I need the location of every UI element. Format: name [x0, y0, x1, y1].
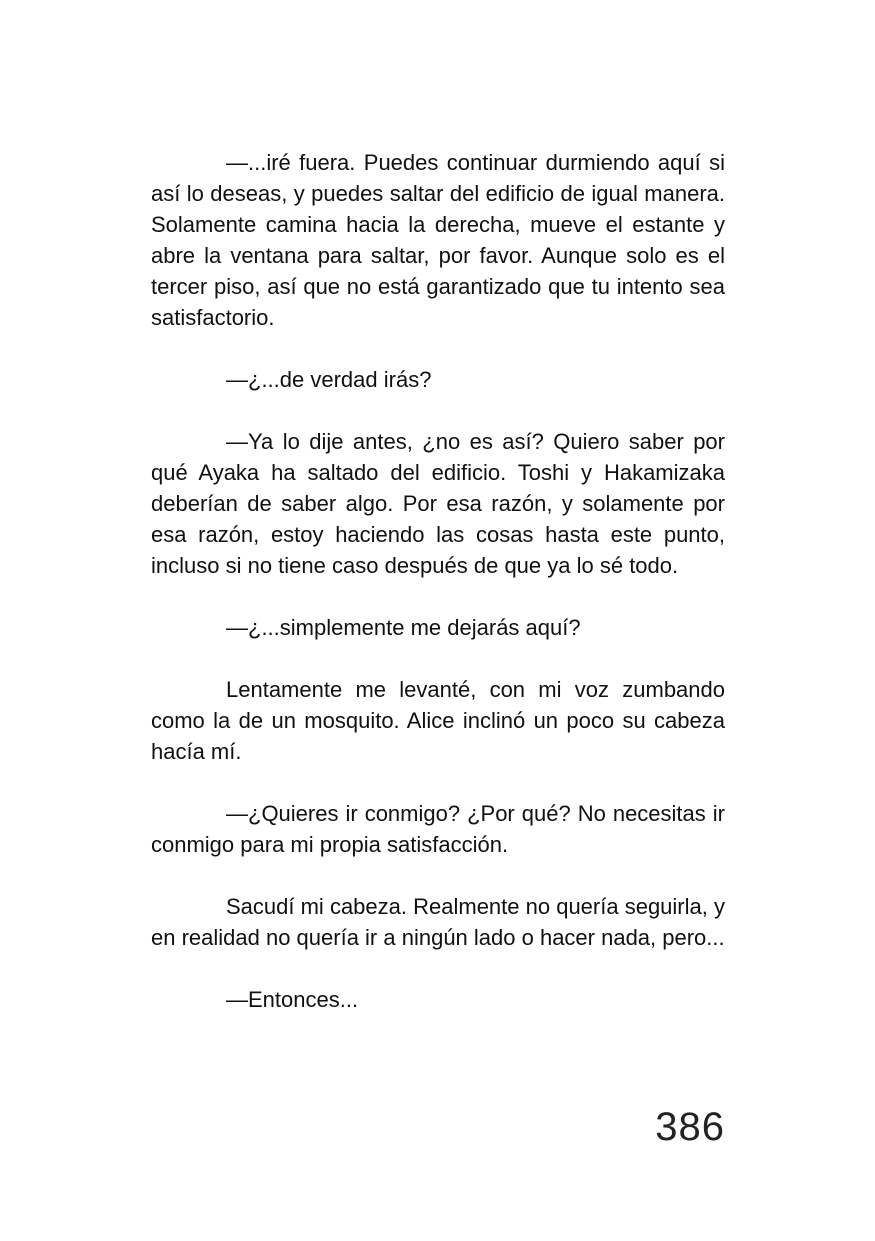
body-text [151, 147, 725, 1046]
paragraph: —Entonces... [226, 987, 359, 1012]
paragraph: —Ya lo dije antes, ¿no es así? Quiero saber por qué Ayaka ha saltado del edificio. Toshi y Hakamizaka deberían de saber algo. Por esa razón, y solamente por esa razón, estoy haciendo las cosas hasta este punto, incluso si no tiene caso después de que ya lo sé todo. [151, 429, 725, 578]
paragraph: Lentamente me levanté, con mi voz zumbando como la de un mosquito. Alice inclinó un poco su cabeza hacía mí. [151, 677, 725, 764]
paragraph: —¿Quieres ir conmigo? ¿Por qué? No necesitas ir conmigo para mi propia satisfacción. [151, 801, 725, 857]
paragraph: —¿...de verdad irás? [226, 367, 432, 392]
paragraph: Sacudí mi cabeza. Realmente no quería seguirla, y en realidad no quería ir a ningún lado o hacer nada, pero... [151, 894, 725, 950]
page-number: 386 [655, 1105, 725, 1149]
paragraph: —¿...simplemente me dejarás aquí? [226, 615, 581, 640]
paragraph: —...iré fuera. Puedes continuar durmiendo aquí si así lo deseas, y puedes saltar del edificio de igual manera. Solamente camina hacia la derecha, mueve el estante y abre la ventana para saltar, por favor. Aunque solo es el tercer piso, así que no está garantizado que tu intento sea satisfactorio. [151, 150, 725, 330]
